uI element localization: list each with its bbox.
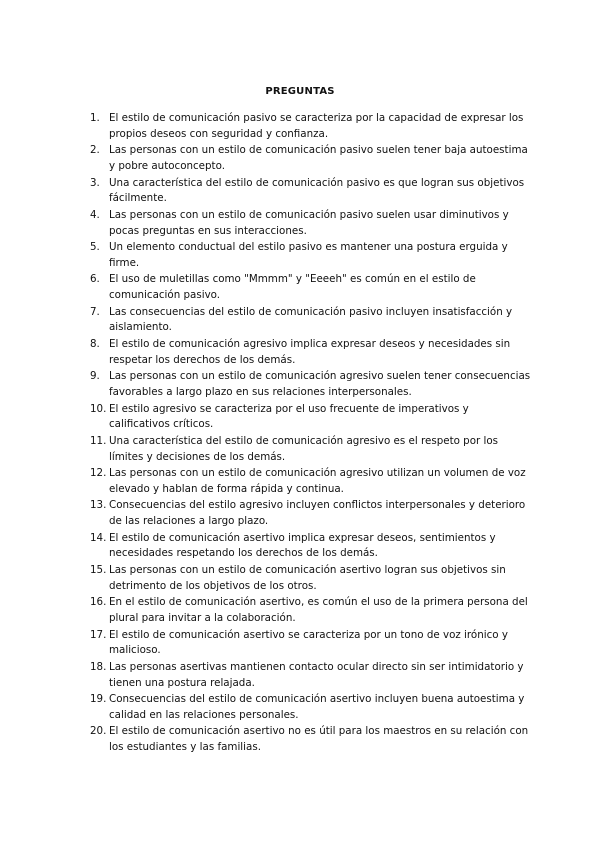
question-number: 18. <box>90 660 107 673</box>
question-number: 12. <box>90 467 107 480</box>
question-item <box>90 563 532 595</box>
question-number: 7. <box>90 305 100 318</box>
question-number: 8. <box>90 337 100 350</box>
question-number: 17. <box>90 628 107 641</box>
question-text: Las consecuencias del estilo de comunicación pasivo incluyen insatisfacción y aislamiento. <box>109 305 513 334</box>
question-text: Las personas con un estilo de comunicación agresivo utilizan un volumen de voz elevado y hablan de forma rápida y continua. <box>109 467 526 495</box>
question-item <box>90 466 532 498</box>
question-number: 15. <box>90 563 107 576</box>
question-number: 2. <box>90 144 100 157</box>
question-text: El estilo de comunicación pasivo se caracteriza por la capacidad de expresar los propios deseos con seguridad y confianza. <box>109 112 524 140</box>
question-number: 6. <box>90 273 100 286</box>
question-text: Una característica del estilo de comunicación agresivo es el respeto por los límites y decisiones de los demás. <box>109 434 499 463</box>
question-number: 16. <box>90 596 107 609</box>
question-number: 4. <box>90 208 100 221</box>
question-text: Consecuencias del estilo agresivo incluyen conflictos interpersonales y deterioro de las relaciones a largo plazo. <box>109 499 526 528</box>
question-number: 9. <box>90 370 100 383</box>
question-text: Las personas con un estilo de comunicación agresivo suelen tener consecuencias favorables a largo plazo en sus relaciones interpersonales. <box>109 370 531 399</box>
question-item <box>90 305 532 337</box>
question-item <box>90 498 532 530</box>
question-item <box>90 111 532 143</box>
question-text: Las personas asertivas mantienen contacto ocular directo sin ser intimidatorio y tienen una postura relajada. <box>109 660 524 689</box>
question-number: 5. <box>90 241 100 254</box>
question-text: El estilo de comunicación agresivo implica expresar deseos y necesidades sin respetar los derechos de los demás. <box>109 337 511 366</box>
question-item <box>90 272 532 304</box>
question-text: Las personas con un estilo de comunicación pasivo suelen tener baja autoestima y pobre autoconcepto. <box>109 144 528 173</box>
question-number: 1. <box>90 112 100 124</box>
question-item <box>90 692 532 724</box>
question-text: El estilo agresivo se caracteriza por el uso frecuente de imperativos y calificativos críticos. <box>109 402 469 431</box>
question-item <box>90 531 532 563</box>
question-number: 19. <box>90 693 107 706</box>
question-text: Una característica del estilo de comunicación pasivo es que logran sus objetivos fácilmente. <box>109 176 525 205</box>
question-number: 13. <box>90 499 107 512</box>
question-item <box>90 434 532 466</box>
question-item <box>90 628 532 660</box>
question-number: 11. <box>90 434 107 447</box>
question-item <box>90 724 532 756</box>
question-item <box>90 595 532 627</box>
question-number: 3. <box>90 176 100 189</box>
question-text: El estilo de comunicación asertivo no es útil para los maestros en su relación con los estudiantes y las familias. <box>109 725 529 754</box>
question-item <box>90 660 532 692</box>
question-number: 14. <box>90 531 107 544</box>
question-text: El estilo de comunicación asertivo implica expresar deseos, sentimientos y necesidades respetando los derechos de los demás. <box>109 531 496 560</box>
question-text: Un elemento conductual del estilo pasivo es mantener una postura erguida y firme. <box>109 241 508 269</box>
question-text: El estilo de comunicación asertivo se caracteriza por un tono de voz irónico y malicioso. <box>109 628 508 657</box>
question-item <box>90 369 532 401</box>
question-number: 10. <box>90 402 107 415</box>
page-title: PREGUNTAS <box>265 86 335 97</box>
question-item <box>90 143 532 175</box>
question-number: 20. <box>90 725 107 738</box>
question-item <box>90 337 532 369</box>
question-text: Las personas con un estilo de comunicación asertivo logran sus objetivos sin detrimento de los objetivos de los otros. <box>109 563 506 592</box>
question-text: En el estilo de comunicación asertivo, es común el uso de la primera persona del plural para invitar a la colaboración. <box>109 596 528 625</box>
question-item <box>90 176 532 208</box>
question-text: Consecuencias del estilo de comunicación asertivo incluyen buena autoestima y calidad en las relaciones personales. <box>109 693 525 721</box>
question-item <box>90 402 532 434</box>
question-item <box>90 240 532 272</box>
question-item <box>90 208 532 240</box>
question-text: Las personas con un estilo de comunicación pasivo suelen usar diminutivos y pocas preguntas en sus interacciones. <box>109 208 509 237</box>
questions-list <box>90 111 532 757</box>
question-text: El uso de muletillas como "Mmmm" y "Eeeeh" es común en el estilo de comunicación pasivo. <box>109 273 476 302</box>
